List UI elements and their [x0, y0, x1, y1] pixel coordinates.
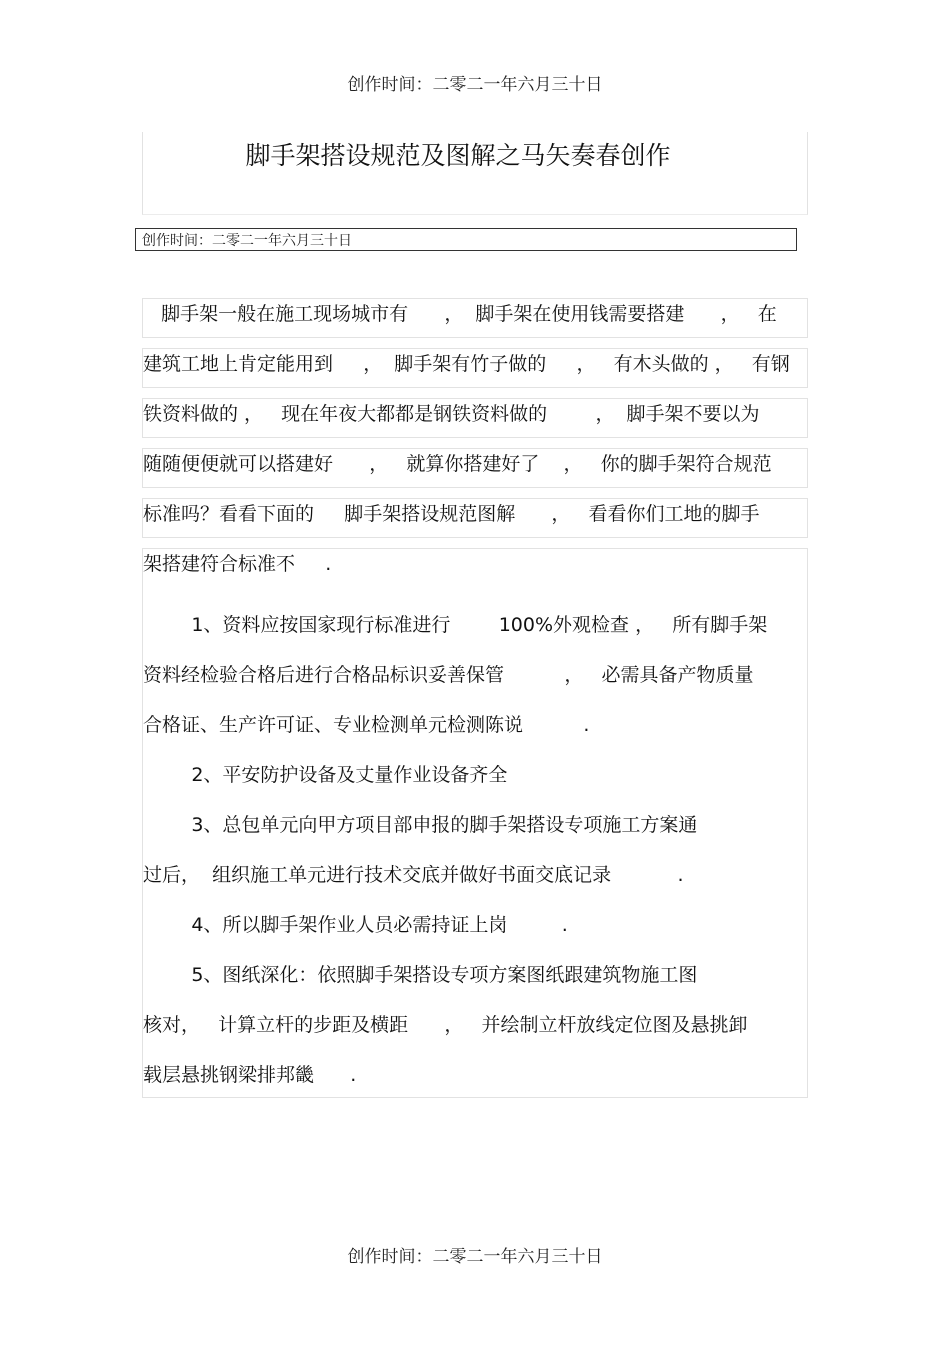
paragraph-line: 核对， 计算立杆的步距及横距 ， 并绘制立杆放线定位图及悬挑卸 [143, 1014, 748, 1036]
paragraph-line: 架搭建符合标准不 . [143, 553, 332, 575]
paragraph-line: 合格证、生产许可证、专业检测单元检测陈说 . [143, 714, 590, 736]
paragraph-line: 铁资料做的 ， 现在年夜大都都是钢铁资料做的 ， 脚手架不要以为 [143, 403, 760, 425]
creation-stamp: 创作时间：二零二一年六月三十日 [142, 233, 352, 249]
paragraph-line: 载层悬挑钢梁排邦畿 . [143, 1064, 357, 1086]
document-title: 脚手架搭设规范及图解之马矢奏春创作 [245, 141, 671, 170]
page-header: 创作时间：二零二一年六月三十日 [347, 75, 603, 95]
paragraph-line: 脚手架一般在施工现场城市有 ， 脚手架在使用钱需要搭建 ， 在 [143, 303, 777, 325]
paragraph-line: 随随便便就可以搭建好 ， 就算你搭建好了 ， 你的脚手架符合规范 [143, 453, 772, 475]
creation-stamp-box [135, 228, 797, 251]
paragraph-line: 5、图纸深化：依照脚手架搭设专项方案图纸跟建筑物施工图 [143, 964, 698, 986]
paragraph-line: 资料经检验合格后进行合格品标识妥善保管 ， 必需具备产物质量 [143, 664, 754, 686]
paragraph-line: 建筑工地上肯定能用到 ， 脚手架有竹子做的 ， 有木头做的 ， 有钢 [143, 353, 790, 375]
paragraph-line: 标准吗？看看下面的 脚手架搭设规范图解 ， 看看你们工地的脚手 [143, 503, 760, 525]
paragraph-line: 4、所以脚手架作业人员必需持证上岗 . [143, 914, 568, 936]
paragraph-line: 2、平安防护设备及丈量作业设备齐全 [143, 764, 508, 786]
paragraph-line: 3、总包单元向甲方项目部申报的脚手架搭设专项施工方案通 [143, 814, 698, 836]
page-footer: 创作时间：二零二一年六月三十日 [347, 1247, 603, 1267]
paragraph-line: 1、资料应按国家现行标准进行 100%外观检查 ， 所有脚手架 [143, 614, 768, 636]
paragraph-line: 过后， 组织施工单元进行技术交底并做好书面交底记录 . [143, 864, 684, 886]
